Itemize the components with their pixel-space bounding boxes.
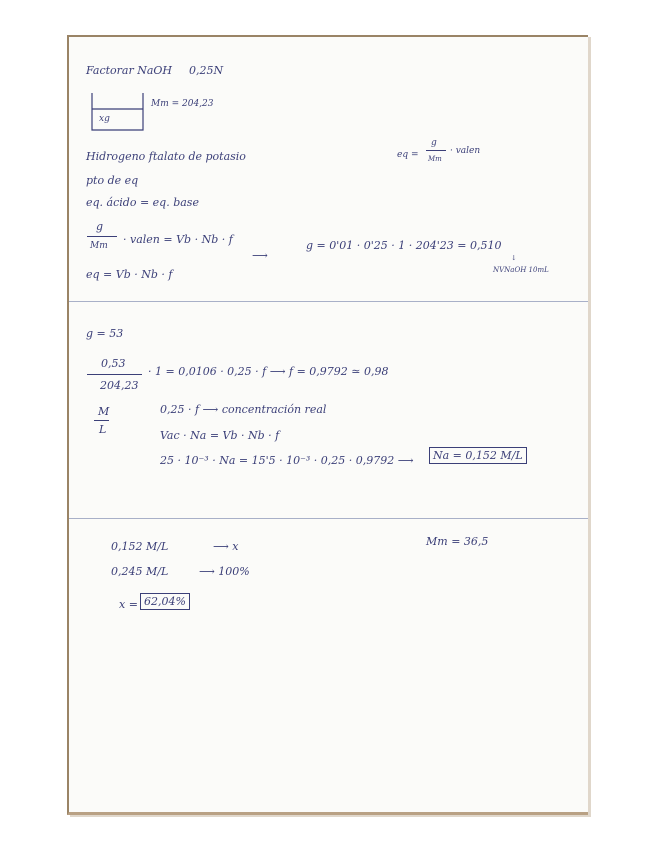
mass-fraction-bar [87, 374, 142, 375]
molarity-m: M [98, 405, 110, 418]
arrow: ⟶ [252, 249, 268, 262]
eq-suffix: · valen [450, 146, 481, 156]
row2-result: ⟶ 100% [199, 565, 250, 578]
compound-name: Hidrogeno ftalato de potasio [86, 150, 246, 163]
normality-label: 0,25N [189, 64, 224, 77]
titration-equation: Vac · Na = Vb · Nb · f [160, 429, 280, 442]
percentage-label: x = [119, 598, 138, 611]
row2-concentration: 0,245 M/L [111, 565, 169, 578]
molarity-l: L [99, 423, 107, 436]
molarity-bar [94, 420, 109, 421]
row1-result: ⟶ x [213, 540, 239, 553]
eq-prefix: eq = [397, 150, 419, 160]
numeric-substitution: 25 · 10⁻³ · Na = 15'5 · 10⁻³ · 0,25 · 0,9792 ⟶ [160, 454, 414, 467]
fraction-bar [87, 236, 117, 237]
fraction-denominator: Mm [90, 241, 108, 251]
section1-title: Factorar NaOH [86, 64, 173, 77]
normality-result: Na = 0,152 M/L [429, 447, 527, 464]
down-arrow: ↓ [511, 254, 517, 262]
real-concentration: 0,25 · f ⟶ concentración real [160, 403, 327, 416]
mass-numerator: 0,53 [101, 357, 126, 370]
notebook-page [67, 35, 588, 815]
acid-base-equality: eq. ácido = eq. base [86, 196, 199, 209]
relation-formula: · valen = Vb · Nb · f [123, 233, 233, 246]
eq-denominator: Mm [428, 155, 442, 163]
g-value: g = 53 [86, 327, 124, 340]
beaker-label: xg [99, 114, 110, 124]
equivalence-point: pto de eq [86, 174, 139, 187]
eq-fraction-bar [426, 150, 446, 151]
percentage-result: 62,04% [140, 593, 190, 610]
section-divider-1 [69, 301, 588, 302]
fraction-numerator: g [96, 220, 104, 233]
naoh-volume-note: NVNaOH 10mL [493, 266, 549, 274]
mass-denominator: 204,23 [100, 379, 139, 392]
hcl-molar-mass: Mm = 36,5 [426, 535, 489, 548]
mass-calculation: g = 0'01 · 0'25 · 1 · 204'23 = 0,510 [306, 239, 502, 252]
eq-numerator: g [431, 138, 437, 148]
eq-line: eq = Vb · Nb · f [86, 268, 173, 281]
beaker-drawing [91, 92, 146, 132]
molar-mass-label: Mm = 204,23 [151, 99, 214, 109]
factor-calculation: · 1 = 0,0106 · 0,25 · f ⟶ f = 0,9792 ≃ 0,98 [148, 365, 389, 378]
section-divider-2 [69, 518, 588, 519]
row1-concentration: 0,152 M/L [111, 540, 169, 553]
